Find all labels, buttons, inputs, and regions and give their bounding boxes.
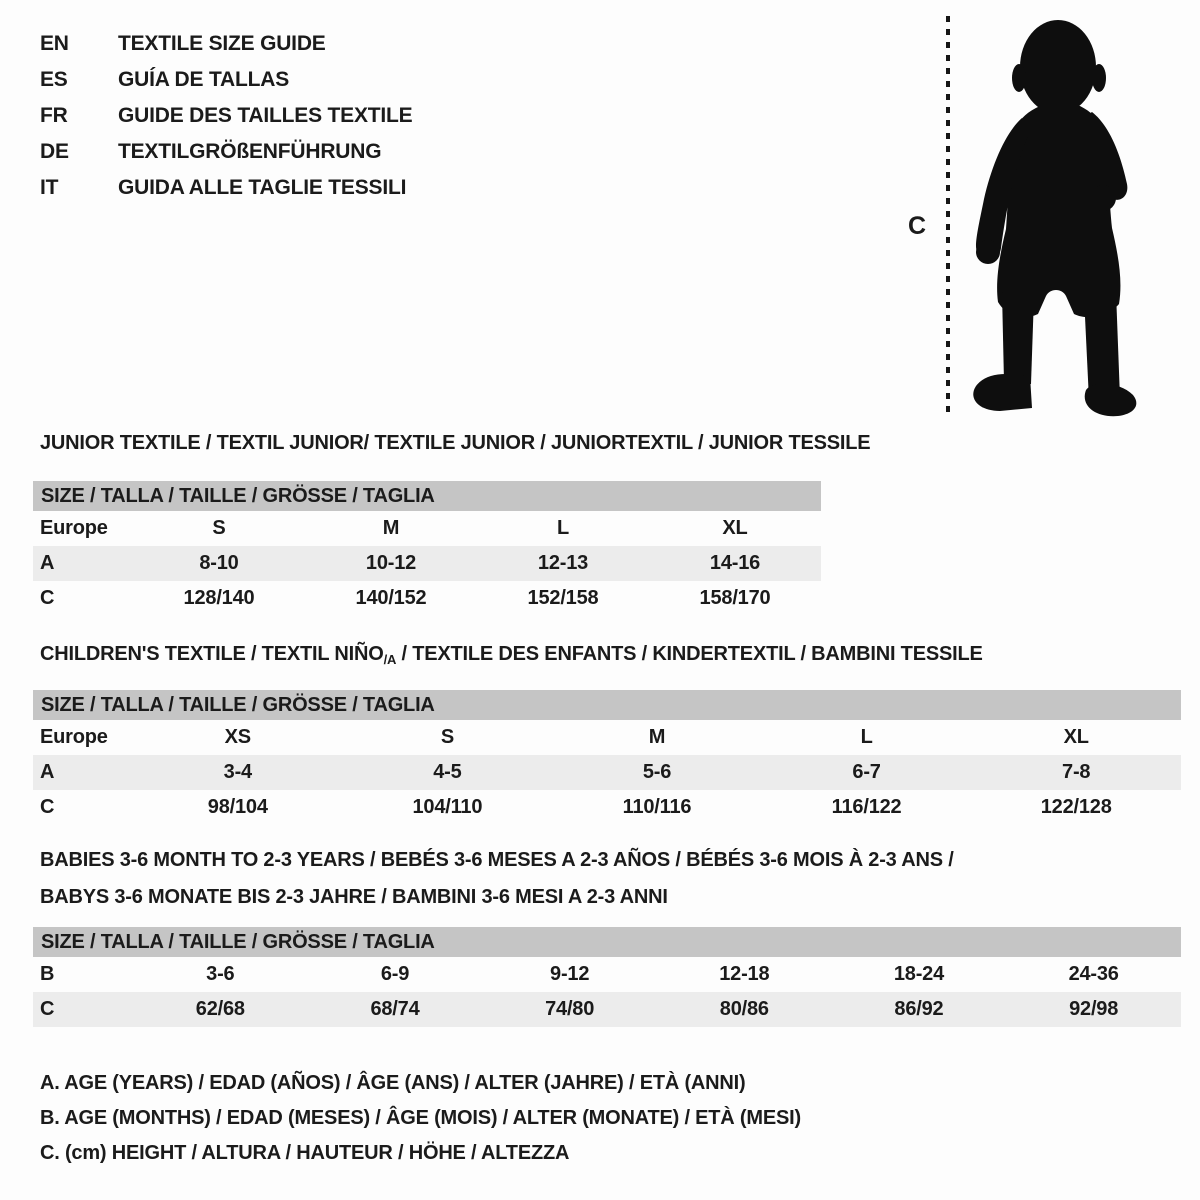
height-cell: 152/158 (527, 587, 599, 609)
age-cell: 3-6 (206, 963, 235, 985)
size-cell: L (556, 517, 570, 539)
measurement-legend (40, 1066, 801, 1171)
height-cell: 116/122 (831, 796, 902, 818)
size-cell: XL (722, 517, 748, 539)
legend-line-c: C. (cm) HEIGHT / ALTURA / HAUTEUR / HÖHE / ALTEZZA (40, 1142, 570, 1164)
language-code: FR (40, 104, 68, 127)
age-cell: 18-24 (893, 963, 945, 985)
children-size-table (33, 690, 1181, 825)
height-cell: 74/80 (482, 992, 657, 1027)
age-cell: 10-12 (305, 546, 477, 581)
babies-size-table (33, 927, 1181, 1027)
language-title: GUIDA ALLE TAGLIE TESSILI (118, 176, 407, 199)
height-cell: 158/170 (699, 587, 771, 609)
babies-section-title-line2: BABYS 3-6 MONATE BIS 2-3 JAHRE / BAMBINI 3-6 MESI A 2-3 ANNI (40, 886, 668, 908)
table-row (33, 992, 1181, 1027)
language-row-it (40, 170, 412, 206)
age-cell: 9-12 (550, 963, 590, 985)
children-title-pre: CHILDREN'S TEXTILE / TEXTIL NIÑO (40, 643, 384, 665)
age-cell: 14-16 (649, 546, 821, 581)
size-cell: XS (224, 726, 251, 748)
children-title-post: / TEXTILE DES ENFANTS / KINDERTEXTIL / BAMBINI TESSILE (396, 643, 983, 665)
height-cell: 140/152 (355, 587, 427, 609)
height-cell: 62/68 (133, 992, 308, 1027)
language-list (40, 26, 412, 206)
height-cell: 128/140 (183, 587, 255, 609)
table-row (33, 511, 821, 546)
row-label: C (40, 796, 55, 818)
language-code: EN (40, 32, 69, 55)
height-cell: 92/98 (1006, 992, 1181, 1027)
height-cell: 110/116 (622, 796, 692, 818)
size-cell: S (440, 726, 454, 748)
table-row (33, 755, 1181, 790)
language-row-en (40, 26, 412, 62)
language-code: IT (40, 176, 59, 199)
language-title: TEXTILGRÖßENFÜHRUNG (118, 140, 382, 163)
size-header-label: SIZE / TALLA / TAILLE / GRÖSSE / TAGLIA (33, 927, 1181, 957)
children-title-subscript: /A (383, 652, 397, 667)
height-dashed-line (946, 16, 950, 418)
height-cell: 122/128 (1040, 796, 1112, 818)
babies-section-title-line1: BABIES 3-6 MONTH TO 2-3 YEARS / BEBÉS 3-6 MESES A 2-3 AÑOS / BÉBÉS 3-6 MOIS À 2-3 ANS / (40, 849, 954, 871)
toddler-silhouette-icon (962, 14, 1142, 424)
junior-size-table (33, 481, 821, 616)
height-cell: 86/92 (832, 992, 1007, 1027)
height-measure-label: C (908, 212, 927, 240)
language-row-fr (40, 98, 412, 134)
age-cell: 4-5 (343, 755, 553, 790)
row-label: C (40, 587, 55, 609)
row-label: A (33, 755, 133, 790)
size-cell: XL (1063, 726, 1089, 748)
height-cell: 98/104 (207, 796, 268, 818)
age-cell: 5-6 (552, 755, 762, 790)
size-cell: M (382, 517, 400, 539)
language-title: TEXTILE SIZE GUIDE (118, 32, 326, 55)
age-cell: 3-4 (133, 755, 343, 790)
size-cell: L (860, 726, 873, 748)
size-cell: M (648, 726, 666, 748)
table-row (33, 957, 1181, 992)
row-label: Europe (40, 726, 108, 748)
height-cell: 104/110 (412, 796, 483, 818)
legend-line-a: A. AGE (YEARS) / EDAD (AÑOS) / ÂGE (ANS) / ALTER (JAHRE) / ETÀ (ANNI) (40, 1072, 746, 1094)
size-header-band (33, 690, 1181, 720)
language-title: GUIDE DES TAILLES TEXTILE (118, 104, 413, 127)
language-title: GUÍA DE TALLAS (118, 68, 290, 91)
table-row (33, 581, 821, 616)
row-label: A (33, 546, 133, 581)
age-cell: 12-13 (477, 546, 649, 581)
row-label: B (40, 963, 55, 985)
language-code: ES (40, 68, 68, 91)
language-row-es (40, 62, 412, 98)
size-header-label: SIZE / TALLA / TAILLE / GRÖSSE / TAGLIA (33, 690, 1181, 720)
language-row-de (40, 134, 412, 170)
table-row (33, 720, 1181, 755)
size-header-label: SIZE / TALLA / TAILLE / GRÖSSE / TAGLIA (33, 481, 821, 511)
age-cell: 12-18 (719, 963, 770, 985)
language-code: DE (40, 140, 69, 163)
size-cell: S (212, 517, 226, 539)
row-label: Europe (40, 517, 108, 539)
height-cell: 80/86 (657, 992, 832, 1027)
age-cell: 24-36 (1068, 963, 1119, 985)
age-cell: 8-10 (133, 546, 305, 581)
size-header-band (33, 481, 821, 511)
age-cell: 6-9 (380, 963, 410, 985)
age-cell: 7-8 (971, 755, 1181, 790)
table-row (33, 546, 821, 581)
children-section-title (40, 643, 983, 666)
legend-line-b: B. AGE (MONTHS) / EDAD (MESES) / ÂGE (MOIS) / ALTER (MONATE) / ETÀ (MESI) (40, 1107, 801, 1129)
age-cell: 6-7 (762, 755, 972, 790)
height-cell: 68/74 (308, 992, 483, 1027)
junior-section-title: JUNIOR TEXTILE / TEXTIL JUNIOR/ TEXTILE JUNIOR / JUNIORTEXTIL / JUNIOR TESSILE (40, 432, 871, 454)
row-label: C (33, 992, 133, 1027)
size-header-band (33, 927, 1181, 957)
table-row (33, 790, 1181, 825)
